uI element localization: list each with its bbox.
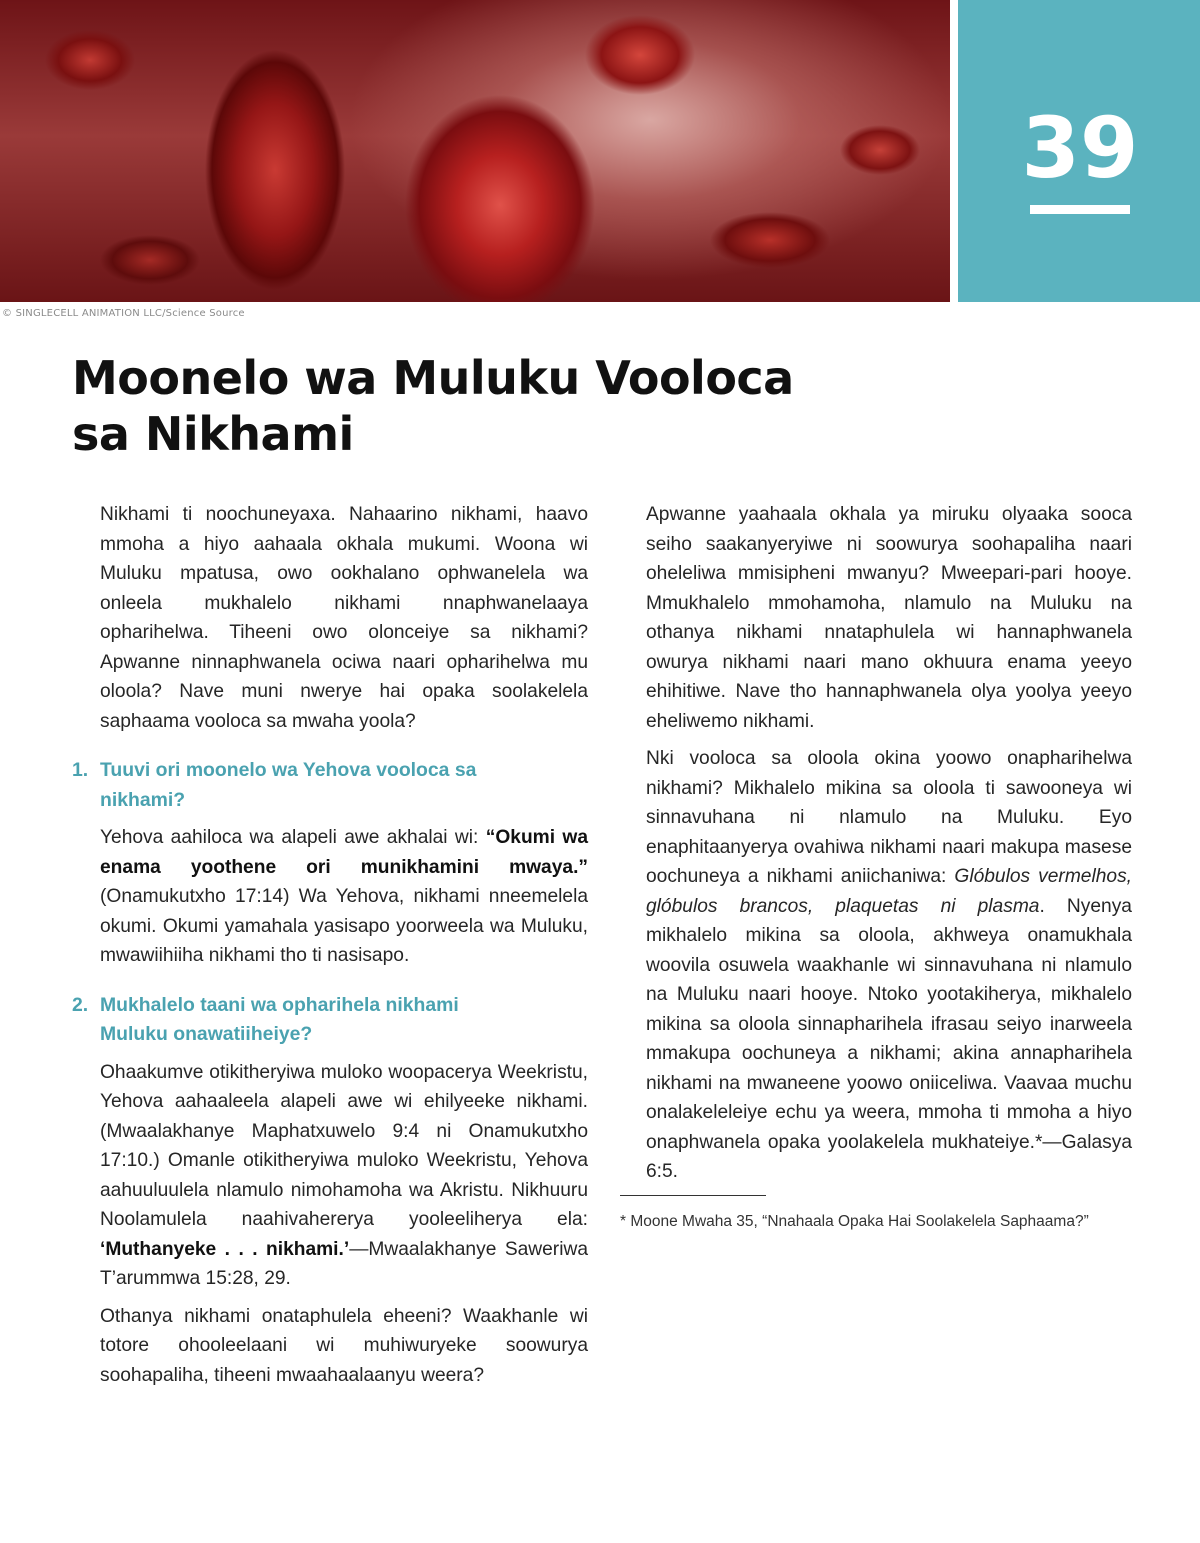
right-column — [620, 500, 1132, 1232]
q1-text-start: Yehova aahiloca wa alapeli awe akhalai wi: — [100, 827, 486, 848]
question-1-paragraph — [72, 823, 588, 971]
footnote-divider — [620, 1195, 766, 1196]
question-1-text: Tuuvi ori moonelo wa Yehova vooloca sa nikhami? — [100, 759, 477, 811]
question-2-number: 2. — [72, 993, 89, 1016]
chapter-number: 39 — [1021, 99, 1139, 197]
question-2-text: Mukhalelo taani wa opharihela nikhami Muluku onawatiiheiye? — [100, 993, 459, 1045]
question-2-paragraph-2: Othanya nikhami onataphulela eheeni? Waakhanle wi totore ohooleelaani wi muhiwuryeke soowurya soohapaliha, tiheeni mwaahaalaanyu weera? — [100, 1305, 588, 1386]
chapter-underline — [1030, 205, 1130, 214]
q2-text-end: —Mwaalakhanye Saweriwa T’arummwa 15:28, 29. — [100, 1238, 588, 1289]
right-paragraph-2 — [620, 744, 1132, 1187]
page-title — [72, 350, 832, 462]
right-p2-end: . Nyenya mikhalelo mikina sa oloola, akhweya onamukhala woovila osuwela waakhanle wi sinnavuhana ni nlamulo na Muluku naari hooye. Ntoko yootakiherya, mikhalelo mikina sa oloola sinnapharihela ifrasau seiyo inarweela mmakupa oochuneya a nikhami; akina annapharihela nikhami na mwaneene yoowo oniiceliwa. Vaavaa muchu onalakeleleiye echu ya weera, mmoha ti mmoha a hiyo onaphwanela opaka yoolakelela mukhateiye.*—Galasya 6:5. — [646, 895, 1132, 1182]
question-1 — [72, 756, 588, 815]
question-2-paragraph-1 — [72, 1058, 588, 1294]
question-2 — [72, 991, 588, 1050]
q1-text-end: (Onamukutxho 17:14) Wa Yehova, nikhami nneemelela okumi. Okumi yamahala yasisapo yoorweela wa Muluku, mwawiihiiha nikhami tho ti nasisapo. — [100, 886, 588, 966]
title-line-1: Moonelo wa Muluku Vooloca — [72, 351, 794, 405]
chapter-number-box — [958, 0, 1200, 302]
right-p2-italic: Glóbulos vermelhos, glóbulos brancos, plaquetas ni plasma — [646, 866, 1133, 917]
title-line-2: sa Nikhami — [72, 407, 354, 461]
left-column — [72, 500, 588, 1398]
hero-image-red-blood-cells — [0, 0, 950, 302]
q2-bold-quote: ‘Muthanyeke . . . nikhami.’ — [100, 1238, 350, 1260]
intro-paragraph: Nikhami ti noochuneyaxa. Nahaarino nikhami, haavo mmoha a hiyo aahaala okhala mukumi. Woona wi Muluku mpatusa, owo ookhalano ophwanelela wa onleela mukhalelo nikhami nnaphwanelaaya opharihelwa. Tiheeni owo olonceiye sa nikhami? Apwanne ninnaphwanela ociwa naari opharihelwa mu oloola? Nave muni nwerye hai opaka soolakelela saphaama vooloca sa mwaha yoola? — [100, 504, 588, 732]
q2-text-start: Ohaakumve otikitheryiwa muloko woopacerya Weekristu, Yehova aahaaleela alapeli awe wi ehilyeeke nikhami. (Mwaalakhanye Maphatxuwelo 9:4 ni Onamukutxho 17:10.) Omanle otikitheryiwa muloko Weekristu, Yehova aahuuluulela nlamulo nimohamoha wa Akristu. Nikhuuru Noolamulela naahivahererya yooleeliherya ela: — [100, 1061, 588, 1230]
question-1-number: 1. — [72, 759, 89, 781]
image-credit: © SINGLECELL ANIMATION LLC/Science Source — [2, 308, 245, 319]
right-paragraph-1: Apwanne yaahaala okhala ya miruku olyaaka sooca seiho saakanyeryiwe ni soowurya soohapaliha naari oheleliwa mmisipheni mwanyu? Mweepari-pari hooye. Mmukhalelo mmohamoha, nlamulo na Muluku na othanya nikhami nnataphulela wi hannaphwanela owurya nikhami naari mano okhuura enama yeeyo ehihitiwe. Nave tho hannaphwanela olya yoolya yeeyo eheliwemo nikhami. — [646, 504, 1132, 732]
right-p2-start: Nki vooloca sa oloola okina yoowo onapharihelwa nikhami? Mikhalelo mikina sa oloola ti sawooneya wi sinnavuhana ni nlamulo na Muluku. Eyo enaphitaanyerya ovahiwa nikhami naari makupa masese oochuneya a nikhami aniichaniwa: — [646, 748, 1132, 887]
footnote: * Moone Mwaha 35, “Nnahaala Opaka Hai Soolakelela Saphaama?” — [620, 1212, 1089, 1230]
q1-bold-quote: “Okumi wa enama yoothene ori munikhamini mwaya.” — [100, 827, 589, 878]
